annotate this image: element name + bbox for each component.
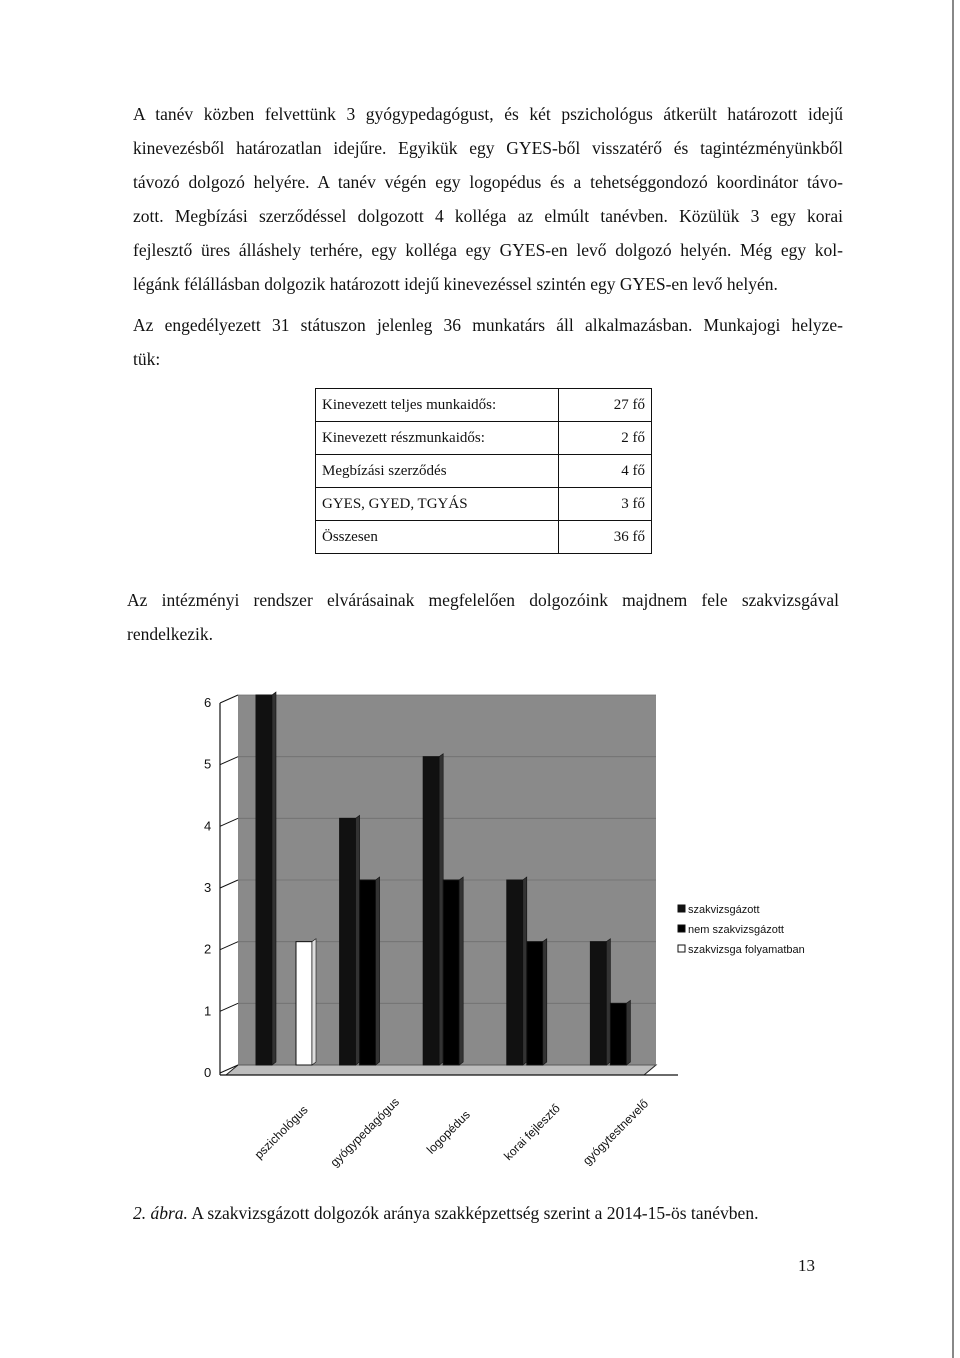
y-tick xyxy=(220,757,238,765)
table-cell-value: 4 fő xyxy=(559,455,652,488)
table-cell-value: 27 fő xyxy=(559,389,652,422)
table-cell-label: GYES, GYED, TGYÁS xyxy=(316,488,559,521)
bar xyxy=(527,942,543,1065)
table-cell-label: Kinevezett részmunkaidős: xyxy=(316,422,559,455)
bar xyxy=(360,880,376,1065)
table-row xyxy=(316,389,652,422)
figure-caption-text: A szakvizsgázott dolgozók aránya szakképzettség szerint a 2014-15-ös tanévben. xyxy=(187,1203,759,1223)
bar xyxy=(507,880,523,1065)
table-cell-value: 36 fő xyxy=(559,521,652,554)
x-tick-label: gyógypedagógus xyxy=(327,1094,403,1170)
bar xyxy=(610,1003,626,1065)
paragraph-headcount xyxy=(133,308,843,376)
y-tick-label: 6 xyxy=(204,695,212,710)
y-tick-label: 0 xyxy=(204,1065,212,1080)
paragraph-qualification xyxy=(127,583,839,651)
table-row xyxy=(316,521,652,554)
x-tick-label: gyógytestnevelő xyxy=(579,1096,652,1168)
table-cell-label: Kinevezett teljes munkaidős: xyxy=(316,389,559,422)
y-tick-label: 4 xyxy=(204,818,212,834)
figure-caption xyxy=(133,1203,758,1224)
legend-label: szakvizsga folyamatban xyxy=(688,944,805,956)
y-tick-label: 1 xyxy=(204,1003,212,1019)
text-line: rendelkezik. xyxy=(127,624,213,644)
qualification-bar-chart xyxy=(190,675,890,1195)
bar xyxy=(590,942,606,1065)
paragraph-staff-changes xyxy=(133,97,843,301)
y-tick-label: 3 xyxy=(204,880,212,895)
bar-side xyxy=(459,877,463,1065)
y-tick xyxy=(220,695,238,703)
text-line: távozó dolgozó helyére. A tanév végén egy logopédus és a tehetséggondozó koordinátor távo- xyxy=(133,172,843,192)
bar xyxy=(256,695,272,1065)
y-tick xyxy=(220,818,238,826)
text-line: Az engedélyezett 31 státuszon jelenleg 36 munkatárs áll alkalmazásban. Munkajogi helyze- xyxy=(133,315,843,335)
bar-side xyxy=(272,692,276,1065)
bar-side xyxy=(439,754,443,1065)
table-row xyxy=(316,488,652,521)
figure-number: 2. ábra. xyxy=(133,1203,188,1223)
table-row xyxy=(316,455,652,488)
bar-side xyxy=(376,877,380,1065)
table-cell-value: 3 fő xyxy=(559,488,652,521)
y-tick xyxy=(220,1003,238,1011)
bar xyxy=(296,942,312,1065)
bar-side xyxy=(626,1000,630,1065)
table-row xyxy=(316,422,652,455)
bar-side xyxy=(523,877,527,1065)
y-tick-label: 5 xyxy=(204,756,212,772)
text-line: fejlesztő üres álláshely terhére, egy kolléga egy GYES-en levő dolgozó helyén. Még egy kol- xyxy=(133,240,843,260)
legend-label: szakvizsgázott xyxy=(688,904,760,916)
bar xyxy=(423,757,439,1065)
bar-side xyxy=(543,939,547,1065)
bar xyxy=(340,818,356,1065)
page-edge-line xyxy=(952,0,954,1358)
bar xyxy=(443,880,459,1065)
legend-swatch xyxy=(678,925,685,932)
text-line: kinevezésből határozatlan idejűre. Egyikük egy GYES-ből visszatérő és tagintézményünkből xyxy=(133,138,843,158)
table-cell-value: 2 fő xyxy=(559,422,652,455)
x-tick-label: logopédus xyxy=(423,1107,473,1157)
legend-label: nem szakvizsgázott xyxy=(688,924,784,936)
staff-status-table xyxy=(315,388,652,554)
legend-swatch xyxy=(678,945,685,952)
y-tick-label: 2 xyxy=(204,941,212,957)
text-line: Az intézményi rendszer elvárásainak megfelelően dolgozóink majdnem fele szakvizsgával xyxy=(127,590,839,610)
text-line: légánk félállásban dolgozik határozott idejű kinevezéssel szintén egy GYES-en levő helyén. xyxy=(133,274,778,294)
text-line: tük: xyxy=(133,349,161,369)
table-cell-label: Megbízási szerződés xyxy=(316,455,559,488)
x-tick-label: pszichológus xyxy=(251,1102,311,1162)
page-number: 13 xyxy=(798,1256,815,1275)
table-cell-label: Összesen xyxy=(316,521,559,554)
plot-floor xyxy=(226,1065,656,1075)
legend-swatch xyxy=(678,905,685,912)
text-line: zott. Megbízási szerződéssel dolgozott 4 kolléga az elmúlt tanévben. Közülük 3 egy korai xyxy=(133,206,843,226)
bar-side xyxy=(606,939,610,1065)
bar-side xyxy=(356,815,360,1065)
x-tick-label: korai fejlesztő xyxy=(501,1101,563,1164)
y-tick xyxy=(220,942,238,950)
text-line: A tanév közben felvettünk 3 gyógypedagógust, és két pszichológus átkerült határozott idejű xyxy=(133,104,843,124)
y-tick xyxy=(220,880,238,888)
bar-side xyxy=(312,939,316,1065)
